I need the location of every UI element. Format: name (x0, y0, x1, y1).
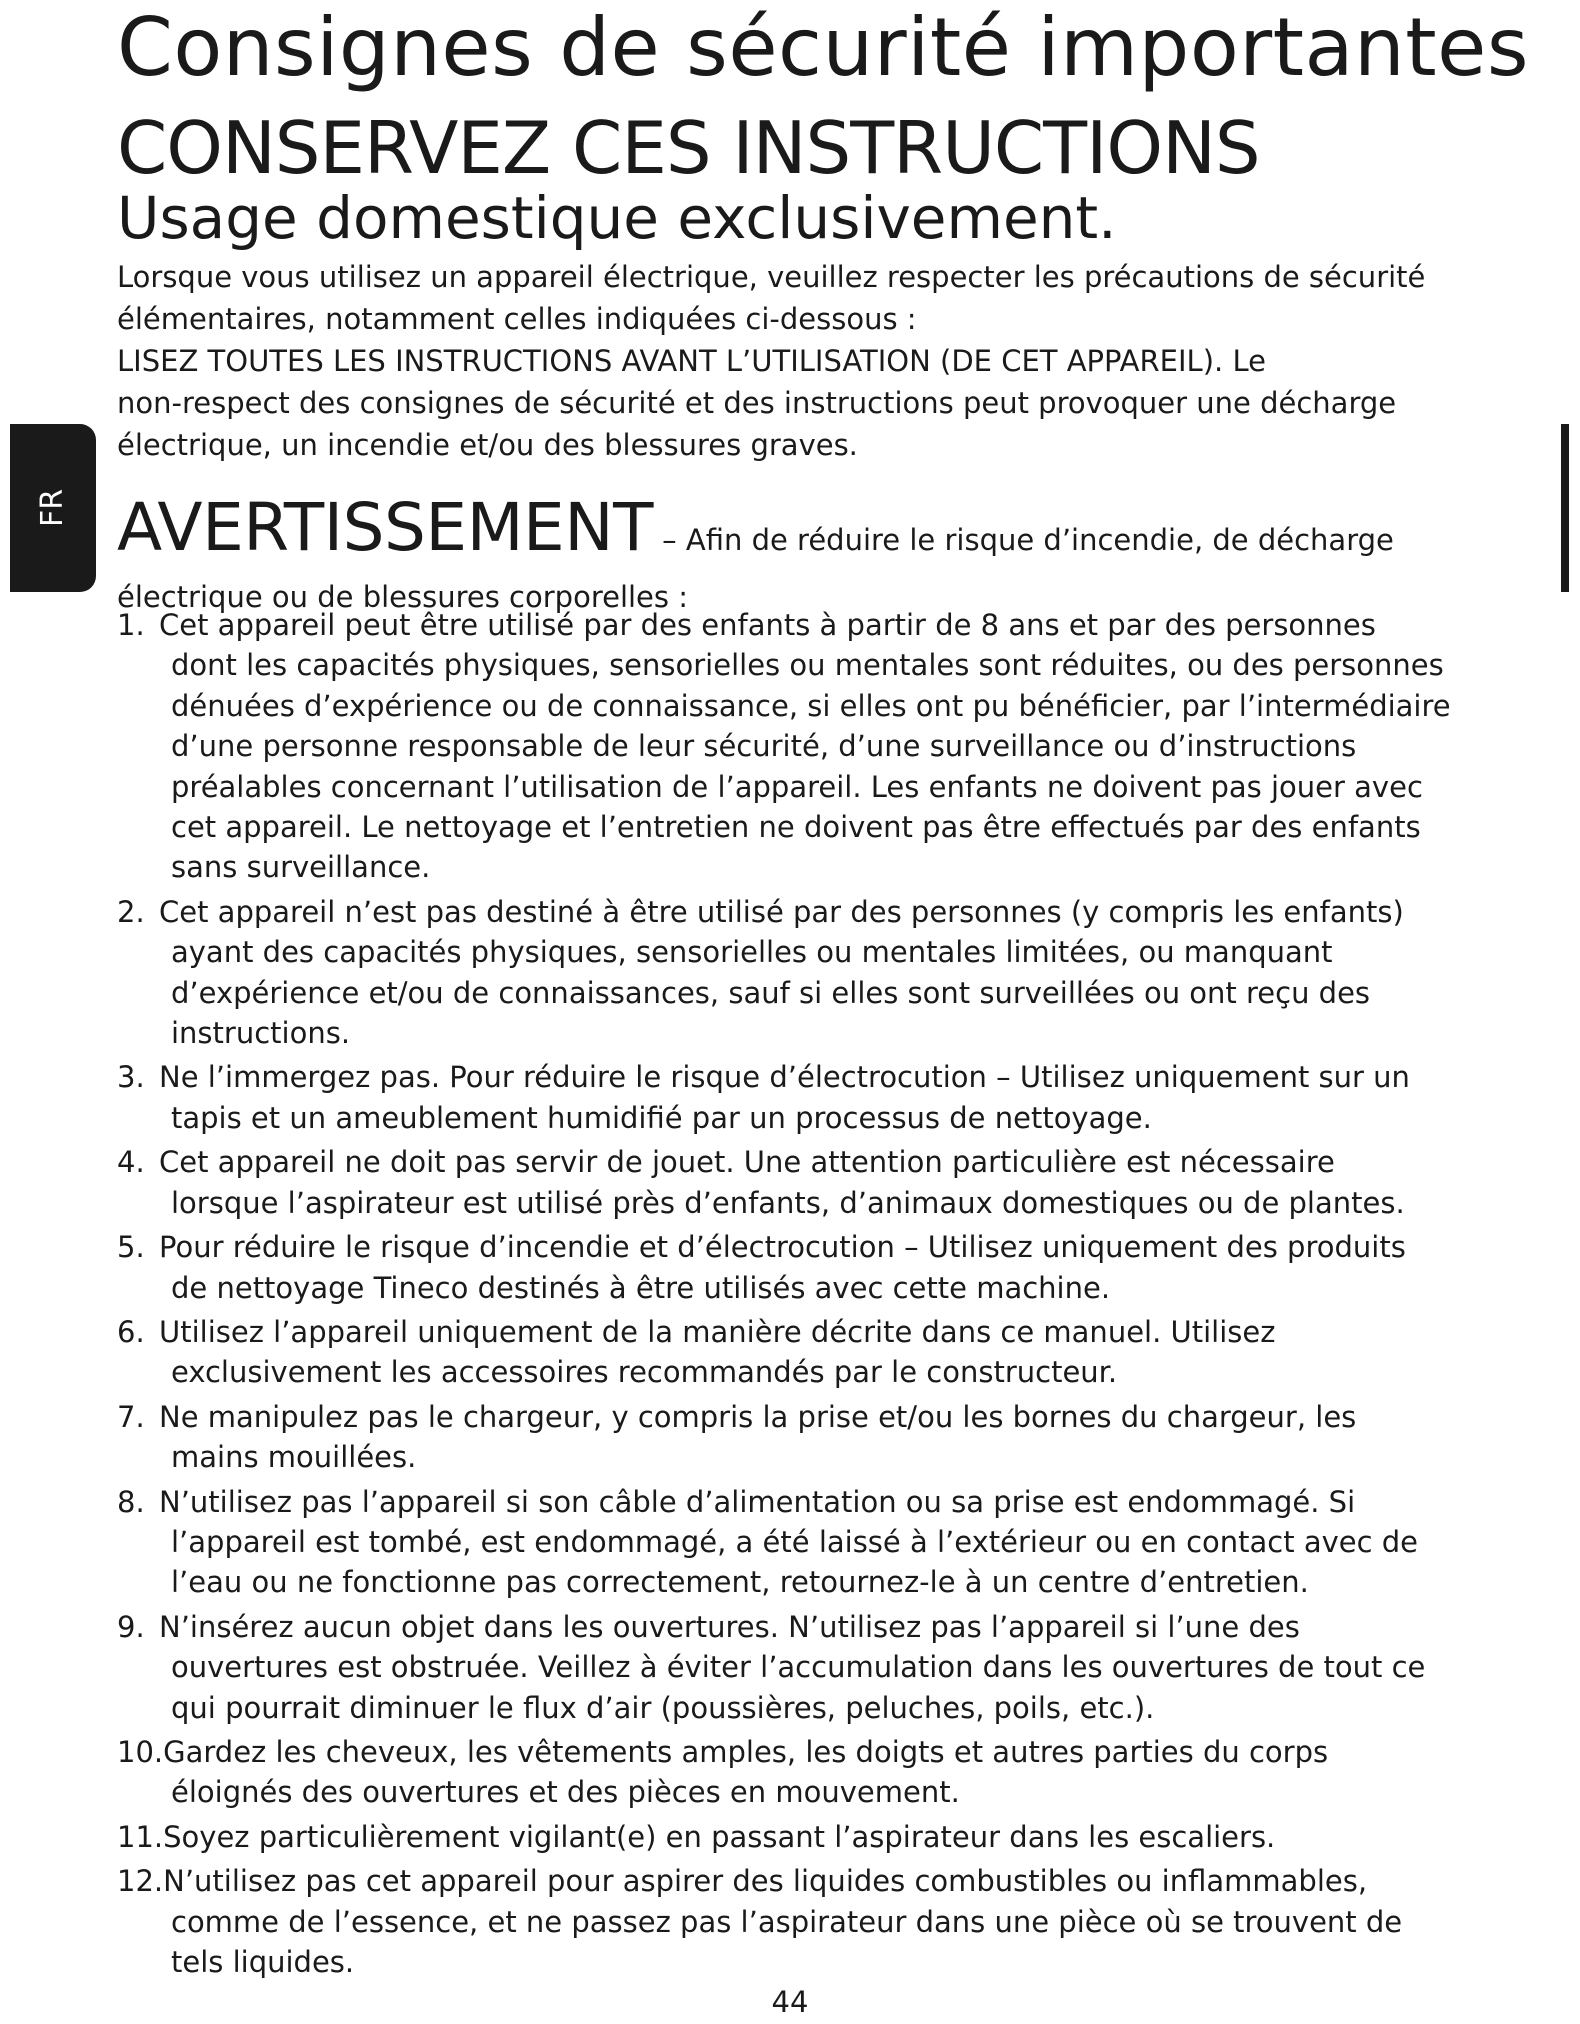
safety-rule-number: 4. (117, 1145, 145, 1180)
safety-rule-line: comme de l’essence, et ne passez pas l’aspirateur dans une pièce où se trouvent de (171, 1904, 1403, 1939)
safety-rule-number: 7. (117, 1399, 145, 1434)
safety-rule-item (117, 1057, 1477, 1138)
safety-rule-number: 3. (117, 1060, 145, 1095)
safety-rule-line: dont les capacités physiques, sensorielles ou mentales sont réduites, ou des personnes (171, 648, 1444, 683)
page-title: Consignes de sécurité importantes (117, 1, 1530, 94)
intro-line: LISEZ TOUTES LES INSTRUCTIONS AVANT L’UTILISATION (DE CET APPAREIL). Le (117, 344, 1266, 378)
safety-rule-first-line (117, 605, 1477, 645)
safety-rule-line: qui pourrait diminuer le flux d’air (poussières, peluches, poils, etc.). (171, 1690, 1155, 1725)
safety-rule-number: 10. (117, 1734, 164, 1769)
safety-rule-text: Cet appareil peut être utilisé par des enfants à partir de 8 ans et par des personnes (159, 608, 1376, 642)
safety-rule-item (117, 1607, 1477, 1728)
warning-block (117, 489, 1457, 614)
edge-marker-bar (1561, 424, 1569, 592)
safety-rule-first-line (117, 892, 1477, 932)
safety-rule-text: Gardez les cheveux, les vêtements amples, les doigts et autres parties du corps (163, 1734, 1329, 1769)
safety-rule-line: préalables concernant l’utilisation de l’appareil. Les enfants ne doivent pas jouer avec (171, 769, 1423, 804)
safety-rule-line: ouvertures est obstruée. Veillez à éviter l’accumulation dans les ouvertures de tout ce (171, 1650, 1426, 1685)
warning-heading: AVERTISSEMENT (117, 489, 653, 566)
safety-rule-item (117, 1142, 1477, 1223)
safety-rule-number: 9. (117, 1609, 145, 1644)
intro-line: élémentaires, notamment celles indiquées ci-dessous : (117, 302, 917, 336)
household-use-heading: Usage domestique exclusivement. (117, 184, 1117, 252)
safety-rule-item (117, 1482, 1477, 1603)
safety-rule-first-line (117, 1817, 1477, 1857)
warning-heading-line (117, 489, 1457, 581)
safety-rule-line: ayant des capacités physiques, sensorielles ou mentales limitées, ou manquant (171, 935, 1333, 970)
safety-rule-number: 1. (117, 608, 145, 642)
safety-rule-line: d’une personne responsable de leur sécurité, d’une surveillance ou d’instructions (171, 729, 1357, 764)
safety-rule-first-line (117, 1397, 1477, 1437)
page-number: 44 (771, 1985, 809, 2019)
safety-rule-item (117, 1397, 1477, 1478)
intro-line: Lorsque vous utilisez un appareil électrique, veuillez respecter les précautions de sécurité (117, 260, 1426, 294)
safety-rule-text: Utilisez l’appareil uniquement de la manière décrite dans ce manuel. Utilisez (159, 1314, 1276, 1349)
safety-rule-line: d’expérience et/ou de connaissances, sauf si elles sont surveillées ou ont reçu des (171, 975, 1371, 1010)
safety-rule-line: de nettoyage Tineco destinés à être utilisés avec cette machine. (171, 1270, 1111, 1305)
safety-rule-line: tels liquides. (171, 1945, 355, 1979)
safety-rule-item (117, 1227, 1477, 1308)
safety-rule-text: Soyez particulièrement vigilant(e) en passant l’aspirateur dans les escaliers. (163, 1819, 1276, 1854)
safety-rule-item (117, 1312, 1477, 1393)
safety-rules-list (117, 605, 1477, 1986)
safety-rule-line: sans surveillance. (171, 850, 431, 885)
safety-rule-item (117, 1732, 1477, 1813)
safety-rule-text: N’utilisez pas l’appareil si son câble d’alimentation ou sa prise est endommagé. Si (159, 1484, 1356, 1519)
safety-rule-item (117, 1861, 1477, 1982)
safety-rule-number: 2. (117, 894, 145, 929)
safety-rule-line: mains mouillées. (171, 1440, 417, 1475)
safety-rule-first-line (117, 1861, 1477, 1901)
safety-rule-number: 6. (117, 1314, 145, 1349)
intro-line: électrique, un incendie et/ou des blessures graves. (117, 428, 858, 462)
safety-rule-line: lorsque l’aspirateur est utilisé près d’enfants, d’animaux domestiques ou de plantes. (171, 1185, 1405, 1220)
safety-rule-text: Cet appareil n’est pas destiné à être utilisé par des personnes (y compris les enfants) (159, 894, 1404, 929)
safety-rule-line: tapis et un ameublement humidifié par un processus de nettoyage. (171, 1100, 1152, 1135)
safety-rule-first-line (117, 1482, 1477, 1522)
intro-line: non-respect des consignes de sécurité et des instructions peut provoquer une décharge (117, 386, 1397, 420)
safety-rule-line: dénuées d’expérience ou de connaissance, si elles ont pu bénéficier, par l’intermédiaire (171, 688, 1451, 723)
safety-rule-first-line (117, 1057, 1477, 1097)
safety-rule-text: N’utilisez pas cet appareil pour aspirer des liquides combustibles ou inflammables, (163, 1864, 1368, 1899)
safety-rule-number: 8. (117, 1484, 145, 1519)
keep-instructions-heading: CONSERVEZ CES INSTRUCTIONS (117, 106, 1260, 190)
safety-rule-line: cet appareil. Le nettoyage et l’entretien ne doivent pas être effectués par des enfants (171, 810, 1421, 845)
safety-rule-item (117, 892, 1477, 1054)
safety-rule-first-line (117, 1607, 1477, 1647)
warning-lead-text: – Afin de réduire le risque d’incendie, de décharge (652, 523, 1394, 557)
safety-rule-first-line (117, 1732, 1477, 1772)
language-tab-label: FR (35, 488, 70, 528)
safety-rule-line: l’appareil est tombé, est endommagé, a été laissé à l’extérieur ou en contact avec de (171, 1524, 1418, 1559)
safety-rule-line: exclusivement les accessoires recommandés par le constructeur. (171, 1355, 1118, 1390)
safety-rule-item (117, 605, 1477, 888)
safety-rule-number: 12. (117, 1864, 164, 1899)
safety-rule-number: 5. (117, 1230, 145, 1265)
safety-rule-line: instructions. (171, 1016, 351, 1051)
safety-rule-text: Pour réduire le risque d’incendie et d’électrocution – Utilisez uniquement des produits (159, 1230, 1406, 1265)
safety-rule-line: éloignés des ouvertures et des pièces en mouvement. (171, 1775, 960, 1810)
safety-rule-text: Ne manipulez pas le chargeur, y compris la prise et/ou les bornes du chargeur, les (159, 1399, 1357, 1434)
safety-rule-first-line (117, 1312, 1477, 1352)
safety-rule-number: 11. (117, 1819, 164, 1854)
safety-rule-first-line (117, 1227, 1477, 1267)
safety-rule-text: N’insérez aucun objet dans les ouvertures. N’utilisez pas l’appareil si l’une des (159, 1609, 1300, 1644)
safety-rule-text: Ne l’immergez pas. Pour réduire le risque d’électrocution – Utilisez uniquement sur un (159, 1060, 1410, 1095)
safety-rule-text: Cet appareil ne doit pas servir de jouet. Une attention particulière est nécessaire (159, 1145, 1335, 1180)
safety-rule-first-line (117, 1142, 1477, 1182)
intro-paragraph (117, 256, 1447, 466)
warning-lead-text-continued: électrique ou de blessures corporelles : (117, 580, 688, 614)
safety-rule-line: l’eau ou ne fonctionne pas correctement, retournez-le à un centre d’entretien. (171, 1565, 1309, 1600)
safety-rule-item (117, 1817, 1477, 1857)
